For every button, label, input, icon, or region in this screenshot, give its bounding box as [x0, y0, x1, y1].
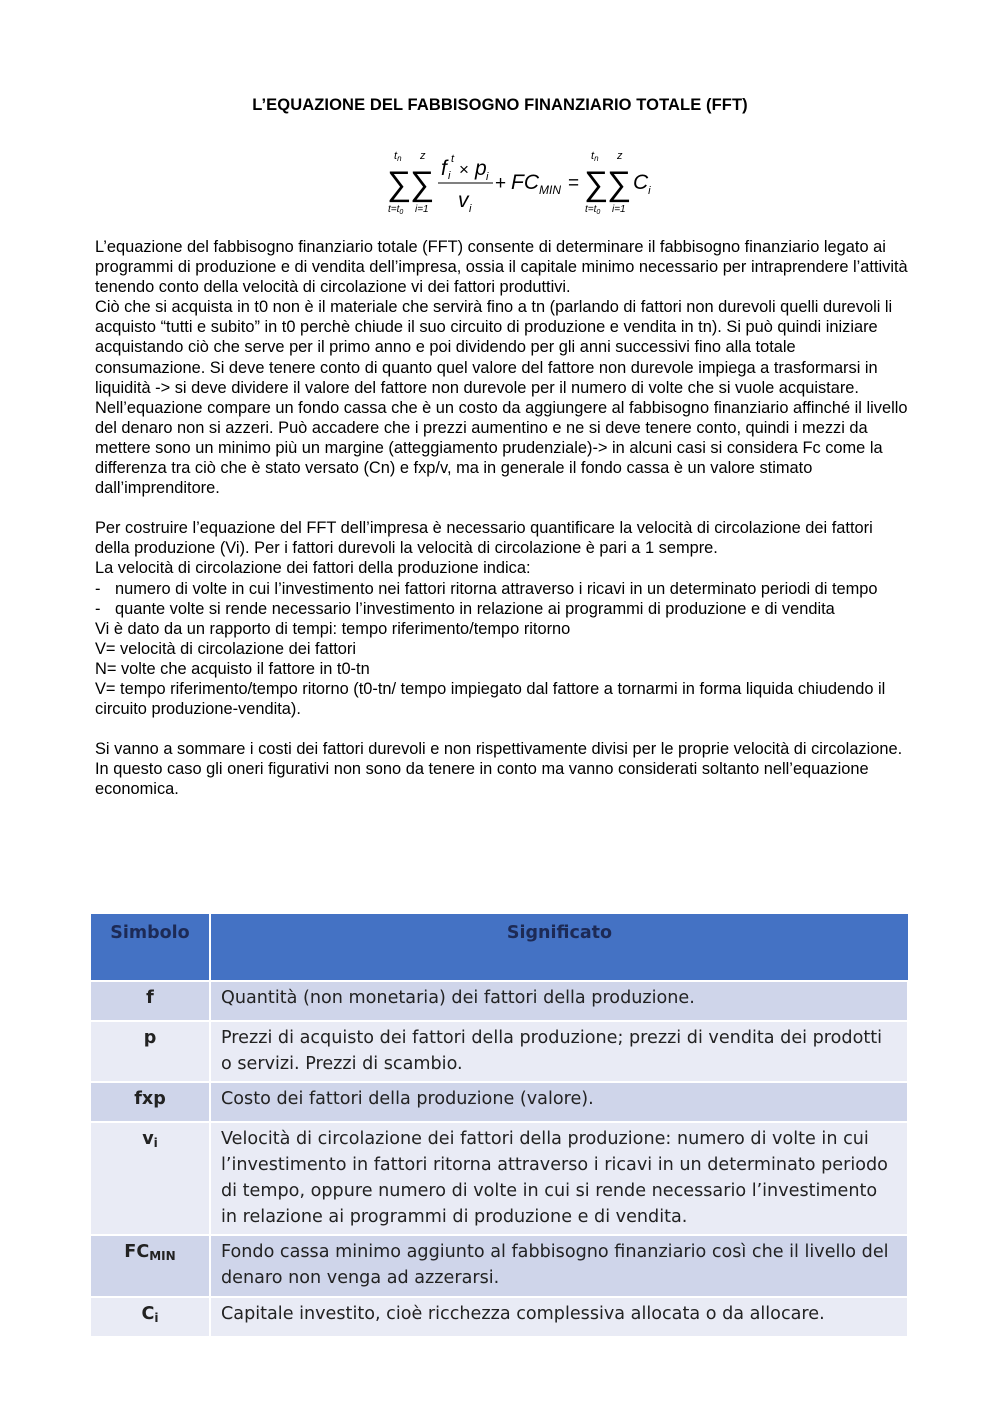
bullet-text: numero di volte in cui l’investimento nei fattori ritorna attraverso i ricavi in un determinato periodi di tempo: [115, 579, 878, 598]
paragraph-velocity: Per costruire l’equazione del FFT dell’impresa è necessario quantificare la velocità di circolazione dei fattori della produzione (Vi). Per i fattori durevoli la velocità di circolazione è pari a 1 sempre.: [95, 519, 873, 558]
svg-text:tn: tn: [394, 150, 402, 163]
fft-formula: [375, 145, 675, 225]
table-row: [91, 1297, 908, 1337]
list-item: [95, 579, 910, 599]
symbol-cell: $C_i$: [91, 1297, 210, 1337]
svg-text:∑: ∑: [607, 165, 632, 203]
symbol-cell: $FC_{MIN}$: [91, 1235, 210, 1297]
header-symbol: Simbolo: [91, 914, 210, 981]
sigma-inner-left: ∑: [410, 165, 435, 203]
svg-text:t=t0: $t=t_0$: [388, 204, 404, 216]
svg-text:FCMIN: $FC_{MIN}$: [511, 171, 561, 197]
meaning-cell: Prezzi di acquisto dei fattori della produzione; prezzi di vendita dei prodotti o servizi. Prezzi di scambio.: [210, 1021, 908, 1083]
table-row: [91, 1082, 908, 1122]
paragraph-closing: Si vanno a sommare i costi dei fattori durevoli e non rispettivamente divisi per le proprie velocità di circolazione. In questo caso gli oneri figurativi non sono da tenere in conto ma vanno considerati soltanto nell’equazione economica.: [95, 740, 903, 799]
svg-text:z: z: [617, 150, 623, 162]
symbol-cell: $v_i$: [91, 1122, 210, 1235]
definition-line: N= volte che acquisto il fattore in t0-tn: [95, 659, 370, 678]
body-text: [95, 237, 910, 799]
svg-text:i: i: [469, 203, 472, 215]
bullet-dash: -: [95, 579, 101, 598]
document-title: L’EQUAZIONE DEL FABBISOGNO FINANZIARIO TOTALE (FFT): [252, 96, 748, 114]
header-meaning: Significato: [210, 914, 908, 981]
table-row: [91, 981, 908, 1021]
svg-text:t: t: [451, 153, 455, 165]
svg-text:v: v: [458, 189, 469, 212]
svg-text:=: =: [568, 173, 580, 194]
bullet-dash: -: [95, 599, 101, 618]
table-row: [91, 1122, 908, 1235]
svg-text:p: p: [475, 157, 487, 180]
svg-text:i: i: [486, 171, 489, 183]
paragraph-velocity-indicates: La velocità di circolazione dei fattori della produzione indica:: [95, 559, 531, 578]
svg-text:+: +: [495, 173, 507, 194]
symbol-cell: p: [91, 1021, 210, 1083]
sigma-outer-left: ∑: [387, 165, 412, 203]
svg-text:i=1: i=1: [415, 204, 429, 215]
definition-line: V= velocità di circolazione dei fattori: [95, 639, 357, 658]
svg-text:tn: tn: [591, 150, 599, 163]
meaning-cell: Velocità di circolazione dei fattori della produzione: numero di volte in cui l’investimento in fattori ritorna attraverso i ricavi in un determinato periodo di tempo, oppure numero di volte in cui si rende necessario l’investimento in relazione ai programmi di produzione e di vendita.: [210, 1122, 908, 1235]
symbols-table: [91, 914, 909, 1338]
table-header-row: [91, 914, 908, 981]
definition-line: V= tempo riferimento/tempo ritorno (t0-tn/ tempo impiegato dal fattore a tornarmi in forma liquida chiudendo il circuito produzione-vendita).: [95, 679, 886, 719]
paragraph-acquisition: Ciò che si acquista in t0 non è il materiale che servirà fino a tn (parlando di fattori non durevoli quelli durevoli li acquisto “tutti e subito” in t0 perchè chiude il suo circuito di produzione e vendita in tn). Si può quindi iniziare acquistando ciò che serve per il primo anno e poi dividendo per gli anni successivi fino alla totale consumazione. Si deve tenere conto di quanto quel valore del fattore non durevole impiega a trasformarsi in liquidità -> si deve dividere il valore del fattore non durevole per il numero di volte che si vuole acquistare.: [95, 298, 893, 397]
svg-text:∑: ∑: [584, 165, 609, 203]
svg-text:t=t0: $t=t_0$: [585, 204, 601, 216]
symbol-cell: fxp: [91, 1082, 210, 1122]
svg-text:Ci: $C_i$: [633, 171, 651, 197]
symbol-cell: f: [91, 981, 210, 1021]
list-item: [95, 599, 910, 619]
table-row: [91, 1021, 908, 1083]
svg-text:i=1: i=1: [612, 204, 626, 215]
svg-text:z: z: [420, 150, 426, 162]
meaning-cell: Quantità (non monetaria) dei fattori della produzione.: [210, 981, 908, 1021]
paragraph-intro: L’equazione del fabbisogno finanziario totale (FFT) consente di determinare il fabbisogno finanziario legato ai programmi di produzione e di vendita dell’impresa, ossia il capitale minimo necessario per intraprendere l’attività tenendo conto della velocità di circolazione vi dei fattori produttivi.: [95, 238, 908, 297]
svg-text:f: f: [441, 157, 447, 180]
meaning-cell: Capitale investito, cioè ricchezza complessiva allocata o da allocare.: [210, 1297, 908, 1337]
bullet-text: quante volte si rende necessario l’investimento in relazione ai programmi di produzione e di vendita: [115, 599, 835, 618]
meaning-cell: Costo dei fattori della produzione (valore).: [210, 1082, 908, 1122]
meaning-cell: Fondo cassa minimo aggiunto al fabbisogno finanziario così che il livello del denaro non venga ad azzerarsi.: [210, 1235, 908, 1297]
svg-text:×: ×: [459, 160, 469, 179]
paragraph-cash-fund: Nell’equazione compare un fondo cassa che è un costo da aggiungere al fabbisogno finanziario affinché il livello del denaro non si azzeri. Può accadere che i prezzi aumentino e ne si deve tenere conto, quindi i mezzi da mettere sono un minimo più un margine (atteggiamento prudenziale)-> in alcuni casi si considera Fc come la differenza tra ciò che è stato versato (Cn) e fxp/v, ma in generale il fondo cassa è un valore stimato dall’imprenditore.: [95, 398, 908, 498]
table-row: [91, 1235, 908, 1297]
svg-text:i: i: [448, 170, 451, 182]
definition-line: Vi è dato da un rapporto di tempi: tempo riferimento/tempo ritorno: [95, 619, 571, 638]
